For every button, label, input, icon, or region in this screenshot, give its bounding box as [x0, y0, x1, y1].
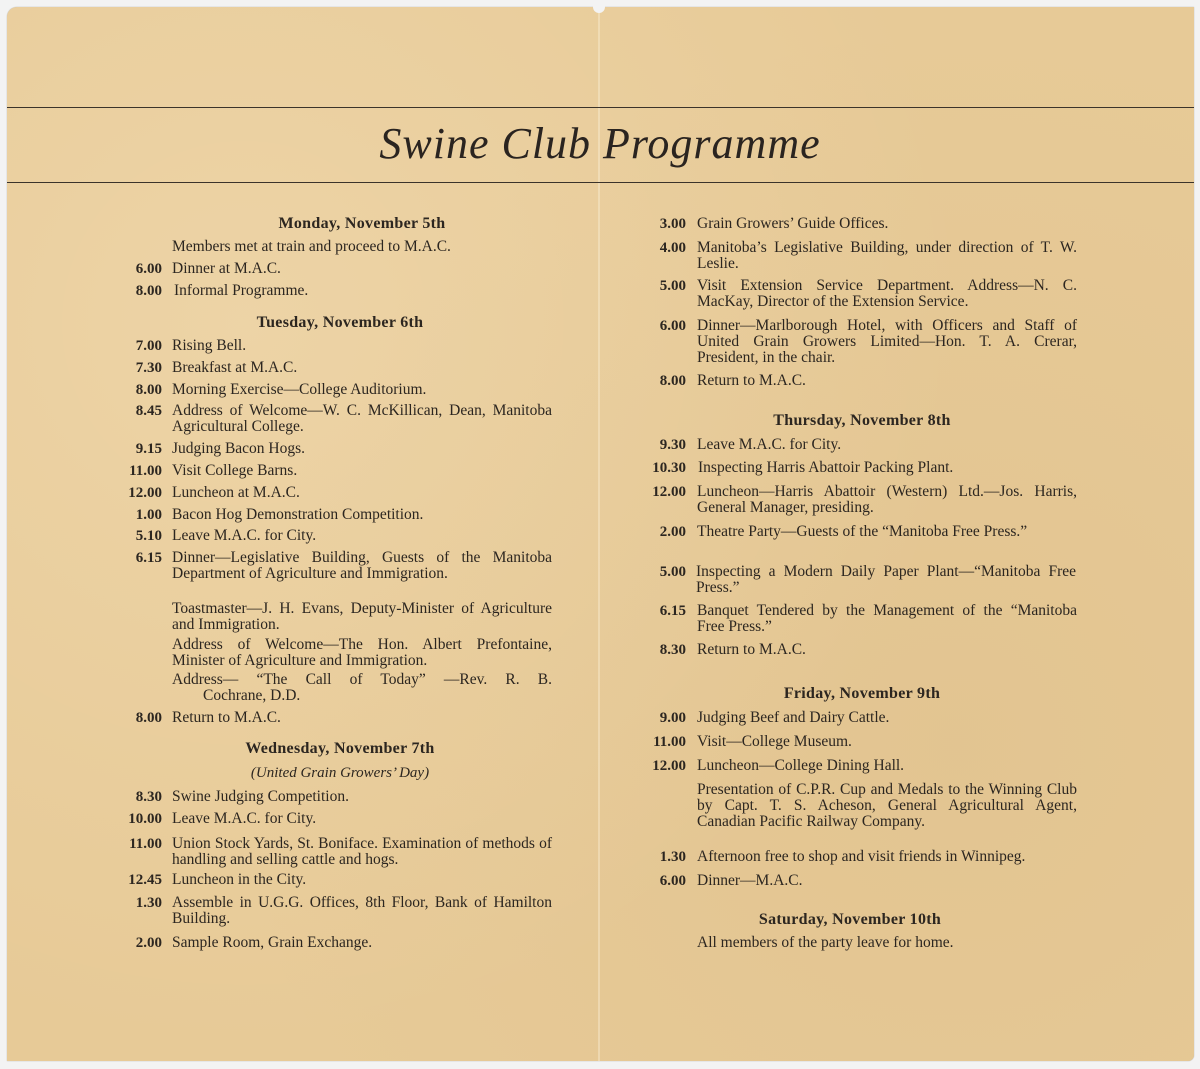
day-heading-wednesday: Wednesday, November 7th [245, 740, 435, 757]
day-heading-tuesday: Tuesday, November 6th [256, 314, 424, 331]
entry-time: 8.00 [135, 283, 162, 299]
title-rule-bottom [7, 182, 1194, 183]
title-rule-top [7, 107, 1194, 108]
page-title: Swine Club Programme [379, 119, 821, 168]
day-heading-monday: Monday, November 5th [278, 215, 446, 232]
entry-time: 6.00 [135, 261, 162, 277]
day-heading-saturday: Saturday, November 10th [758, 911, 942, 928]
day-heading-thursday: Thursday, November 8th [773, 412, 951, 429]
entry-text: Informal Programme. [174, 282, 309, 299]
day-heading-friday: Friday, November 9th [783, 685, 941, 702]
entry-text: Dinner at M.A.C. [172, 260, 281, 277]
day-subheading: (United Grain Growers’ Day) [250, 765, 430, 781]
